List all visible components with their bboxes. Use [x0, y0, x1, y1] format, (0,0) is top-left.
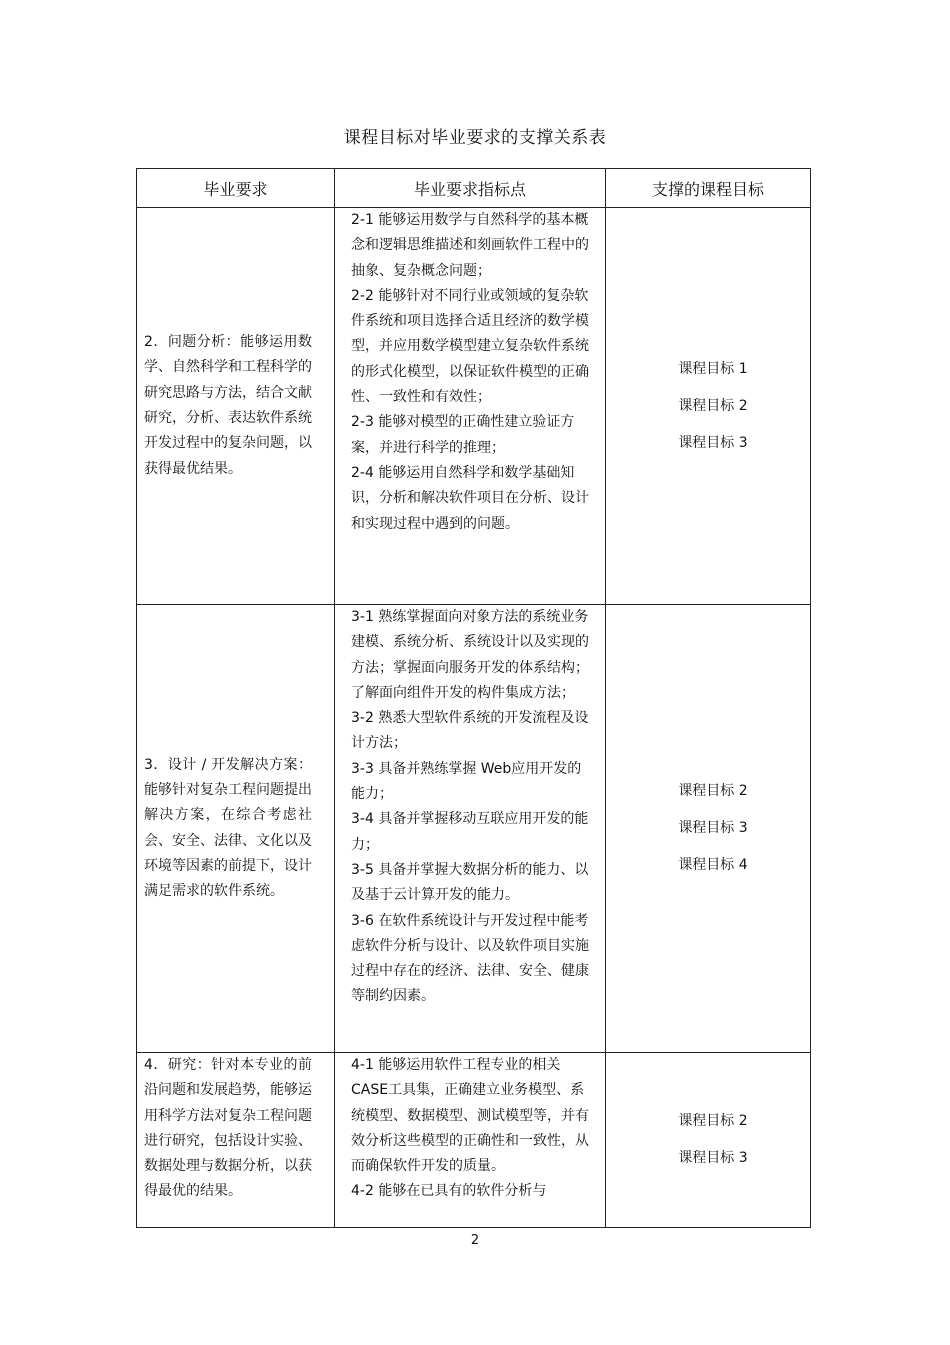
indicator-item: 3-6 在软件系统设计与开发过程中能考虑软件分析与设计、以及软件项目实施过程中存在的经济、法律、安全、健康等制约因素。 — [351, 912, 589, 1005]
indicator-item: 3-5 具备并掌握大数据分析的能力、以及基于云计算开发的能力。 — [351, 861, 589, 904]
indicator-item: 3-1 熟练掌握面向对象方法的系统业务建模、系统分析、系统设计以及实现的方法；掌握面向服务开发的体系结构；了解面向组件开发的构件集成方法； — [351, 609, 589, 701]
goals-cell — [606, 605, 811, 1053]
table-title: 课程目标对毕业要求的支撑关系表 — [343, 128, 607, 148]
table-row — [137, 605, 811, 1053]
goal-item: 课程目标 2 — [678, 1113, 748, 1129]
indicator-item: 3-3 具备并熟练掌握 Web应用开发的能力； — [351, 760, 582, 803]
header-indicators: 毕业要求指标点 — [335, 169, 606, 208]
indicator-item: 2-1 能够运用数学与自然科学的基本概念和逻辑思维描述和刻画软件工程中的抽象、复杂概念问题； — [351, 212, 589, 279]
requirement-text: 3．设计 / 开发解决方案：能够针对复杂工程问题提出解决方案，在综合考虑社会、安全、法律、文化以及环境等因素的前提下，设计满足需求的软件系统。 — [144, 756, 312, 900]
page-number: 2 — [470, 1233, 480, 1248]
indicator-item: 4-1 能够运用软件工程专业的相关 CASE工具集，正确建立业务模型、系统模型、数据模型、测试模型等，并有效分析这些模型的正确性和一致性，从而确保软件开发的质量。 — [351, 1057, 589, 1175]
indicator-item: 3-2 熟悉大型软件系统的开发流程及设计方法； — [351, 710, 589, 752]
requirement-cell — [137, 208, 335, 605]
indicator-item: 3-4 具备并掌握移动互联应用开发的能力； — [351, 811, 589, 853]
indicator-item: 2-2 能够针对不同行业或领域的复杂软件系统和项目选择合适且经济的数学模型，并应用数学模型建立复杂软件系统的形式化模型，以保证软件模型的正确性、一致性和有效性； — [351, 287, 589, 406]
goal-item: 课程目标 2 — [678, 783, 748, 799]
goal-item: 课程目标 1 — [678, 360, 748, 377]
table-row — [137, 1053, 811, 1228]
requirement-cell — [137, 605, 335, 1053]
table-header-row — [137, 169, 811, 208]
goal-item: 课程目标 2 — [678, 397, 748, 414]
table-row — [137, 208, 811, 605]
goal-item: 课程目标 3 — [678, 1150, 748, 1166]
indicator-item: 4-2 能够在已具有的软件分析与 — [351, 1183, 547, 1200]
indicator-item: 2-3 能够对模型的正确性建立验证方案，并进行科学的推理； — [351, 414, 575, 456]
indicators-cell — [335, 1053, 606, 1228]
header-requirement: 毕业要求 — [137, 169, 335, 208]
goal-item: 课程目标 4 — [678, 857, 748, 873]
goal-item: 课程目标 3 — [678, 434, 748, 451]
requirement-cell — [137, 1053, 335, 1228]
goals-cell — [606, 208, 811, 605]
requirement-text: 2．问题分析：能够运用数学、自然科学和工程科学的研究思路与方法，结合文献研究，分析、表达软件系统开发过程中的复杂问题，以获得最优结果。 — [144, 334, 312, 477]
indicators-cell — [335, 208, 606, 605]
goals-cell — [606, 1053, 811, 1228]
header-goals: 支撑的课程目标 — [606, 169, 811, 208]
requirement-text: 4．研究：针对本专业的前沿问题和发展趋势，能够运用科学方法对复杂工程问题进行研究，包括设计实验、数据处理与数据分析，以获得最优的结果。 — [144, 1057, 312, 1200]
support-relation-table — [136, 168, 811, 1228]
indicator-item: 2-4 能够运用自然科学和数学基础知识，分析和解决软件项目在分析、设计和实现过程中遇到的问题。 — [351, 464, 589, 532]
indicators-cell — [335, 605, 606, 1053]
goal-item: 课程目标 3 — [678, 820, 748, 836]
